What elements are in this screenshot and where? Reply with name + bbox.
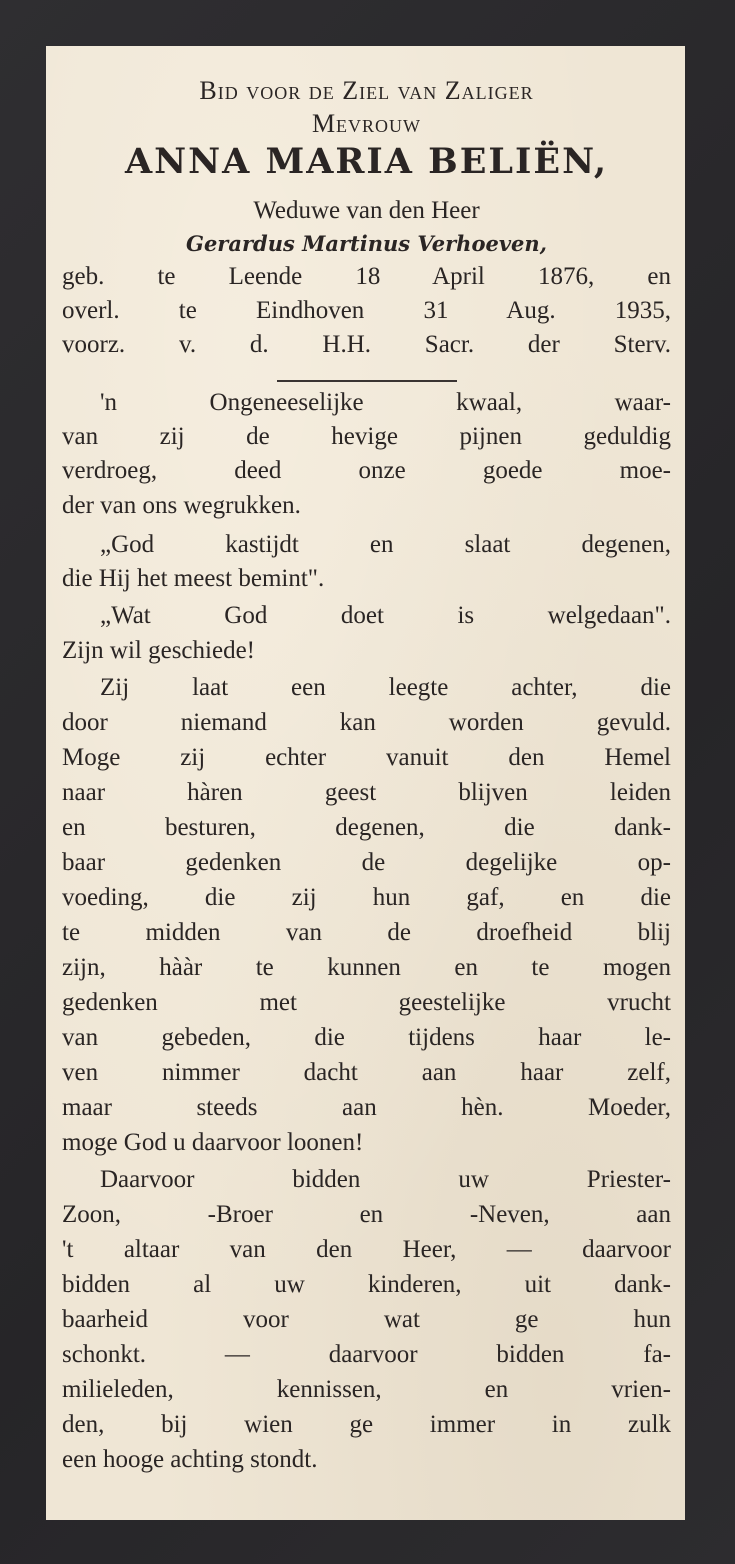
body-line: Zij laat een leegte achter, die (100, 674, 671, 701)
body-line: Moge zij echter vanuit den Hemel (62, 744, 671, 771)
body-line: gedenken met geestelijke vrucht (62, 989, 671, 1016)
body-line: Zijn wil geschiede! (62, 637, 255, 664)
body-line: maar steeds aan hèn. Moeder, (62, 1094, 671, 1121)
body-line: een hooge achting stondt. (62, 1446, 318, 1473)
body-line: van zij de hevige pijnen geduldig (62, 423, 671, 450)
body-line: 't altaar van den Heer, — daarvoor (62, 1236, 671, 1263)
body-line: naar hàren geest blijven leiden (62, 779, 671, 806)
body-line: baarheid voor wat ge hun (62, 1306, 671, 1333)
body-line: bidden al uw kinderen, uit dank- (62, 1271, 671, 1298)
body-line: van gebeden, die tijdens haar le- (62, 1024, 671, 1051)
body-line: „Wat God doet is welgedaan". (100, 602, 671, 629)
husband-name: Gerardus Martinus Verhoeven, (186, 231, 547, 256)
body-line: die Hij het meest bemint". (62, 565, 325, 592)
body-line: verdroeg, deed onze goede moe- (62, 457, 671, 484)
title-mevrouw: Mevrouw (311, 109, 422, 138)
body-line: „God kastijdt en slaat degenen, (100, 531, 671, 558)
body-line: Zoon, -Broer en -Neven, aan (62, 1201, 671, 1228)
body-line: den, bij wien ge immer in zulk (62, 1411, 671, 1438)
body-line: schonkt. — daarvoor bidden fa- (62, 1341, 671, 1368)
body-line: der van ons wegrukken. (62, 492, 301, 519)
sacraments-line: voorz. v. d. H.H. Sacr. der Sterv. (62, 331, 671, 358)
body-line: en besturen, degenen, die dank- (62, 814, 671, 841)
body-line: ven nimmer dacht aan haar zelf, (62, 1059, 671, 1086)
body-line: door niemand kan worden gevuld. (62, 709, 671, 736)
deceased-name: ANNA MARIA BELIËN, (124, 141, 609, 182)
body-line: milieleden, kennissen, en vrien- (62, 1376, 671, 1403)
widow-line: Weduwe van den Heer (253, 197, 480, 224)
body-line: Daarvoor bidden uw Priester- (100, 1166, 671, 1193)
birth-line: geb. te Leende 18 April 1876, en (62, 263, 671, 290)
body-line: zijn, hààr te kunnen en te mogen (62, 954, 671, 981)
death-line: overl. te Eindhoven 31 Aug. 1935, (62, 297, 671, 324)
prayer-heading: Bid voor de Ziel van Zaliger (199, 76, 534, 105)
body-line: moge God u daarvoor loonen! (62, 1129, 364, 1156)
divider-rule (277, 380, 457, 382)
body-line: te midden van de droefheid blij (62, 919, 671, 946)
body-line: 'n Ongeneeselijke kwaal, waar- (100, 389, 671, 416)
body-line: voeding, die zij hun gaf, en die (62, 884, 671, 911)
body-line: baar gedenken de degelijke op- (62, 849, 671, 876)
